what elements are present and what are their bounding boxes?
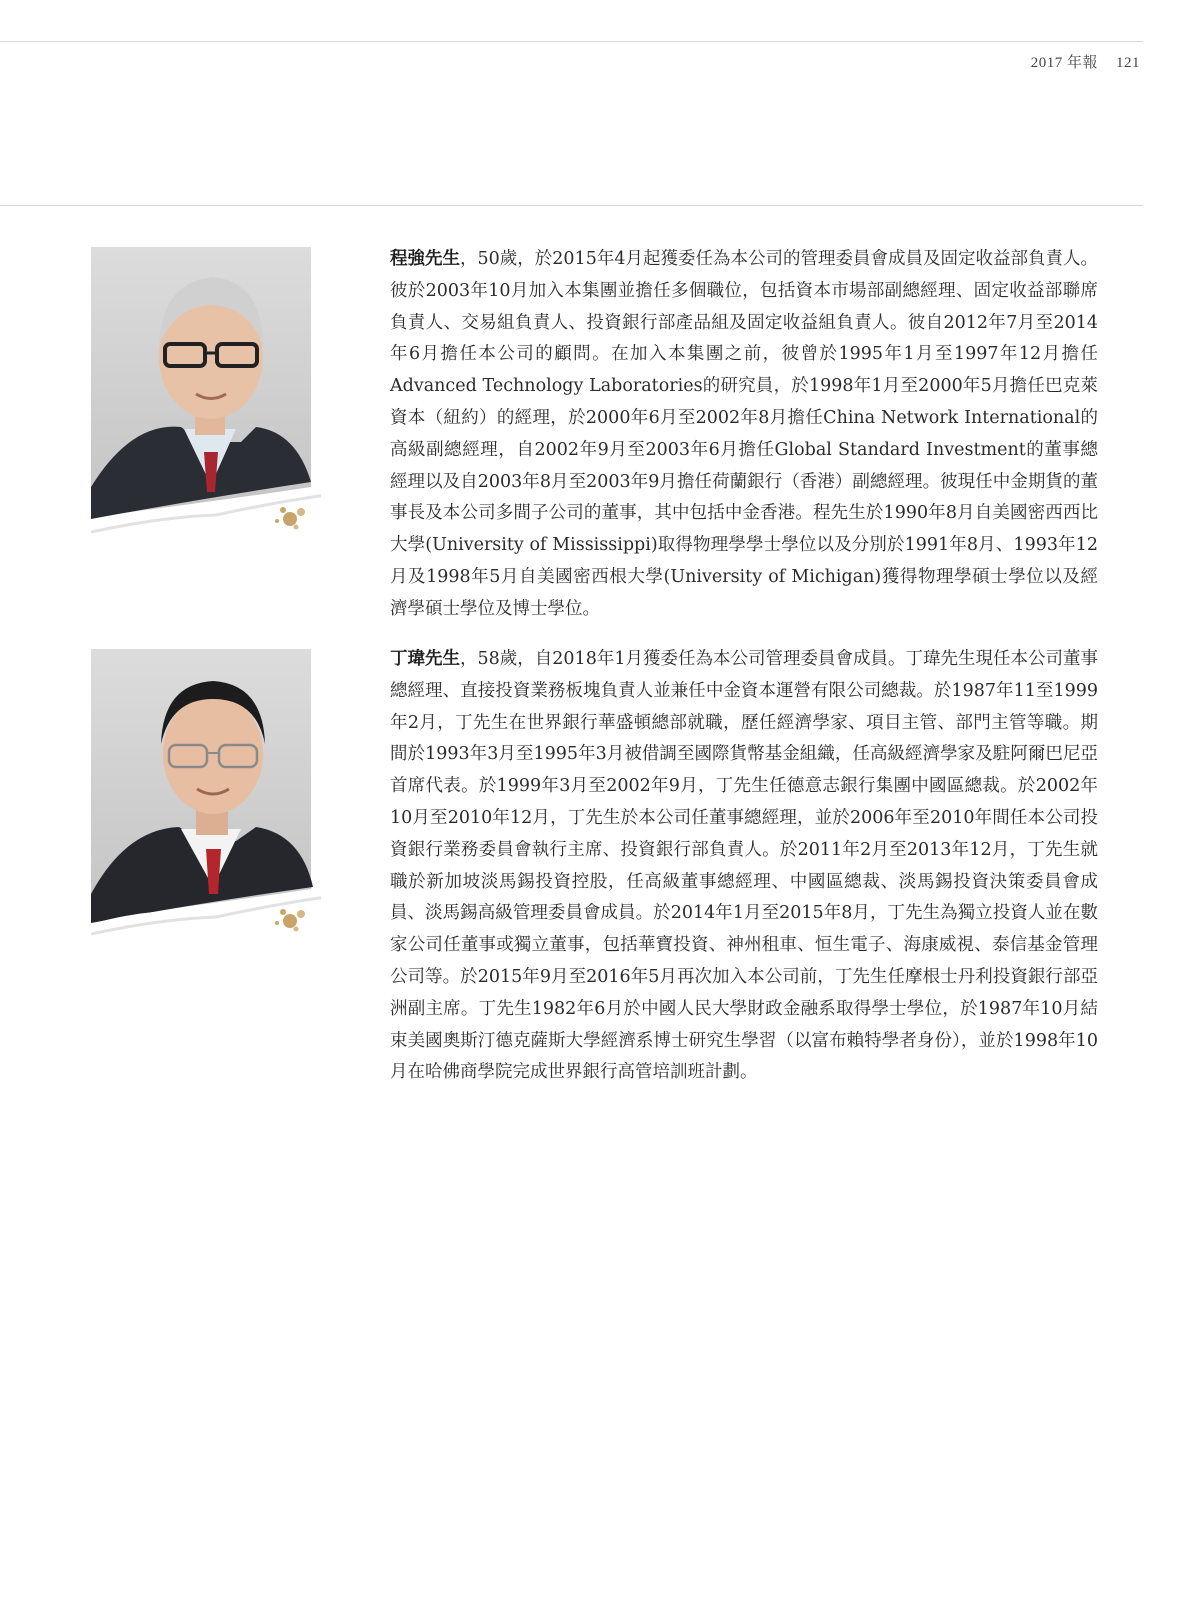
bio-paragraph-2 xyxy=(390,644,1098,1089)
page-header xyxy=(1031,51,1140,72)
portrait-photo-2 xyxy=(91,649,321,949)
top-rule xyxy=(0,41,1143,42)
person-name-2: 丁瑋先生 xyxy=(390,649,461,669)
section-rule xyxy=(0,205,1143,206)
page-number: 121 xyxy=(1116,55,1140,71)
bio-paragraph-1 xyxy=(390,244,1098,626)
person-name-1: 程強先生 xyxy=(390,249,461,269)
report-label: 2017 年報 xyxy=(1030,55,1098,71)
bio-text-2: ，58歲，自2018年1月獲委任為本公司管理委員會成員。丁瑋先生現任本公司董事總經理、直接投資業務板塊負責人並兼任中金資本運營有限公司總裁。於1987年11至1999年2月，丁先生在世界銀行華盛頓總部就職，歷任經濟學家、項目主管、部門主管等職。期間於1993年3月至1995年3月被借調至國際貨幣基金組織，任高級經濟學家及駐阿爾巴尼亞首席代表。於1999年3月至2002年9月，丁先生任德意志銀行集團中國區總裁。於2002年10月至2010年12月，丁先生於本公司任董事總經理，並於2006年至2010年間任本公司投資銀行業務委員會執行主席、投資銀行部負責人。於2011年2月至2013年12月，丁先生就職於新加坡淡馬錫投資控股，任高級董事總經理、中國區總裁、淡馬錫投資決策委員會成員、淡馬錫高級管理委員會成員。於2014年1月至2015年8月，丁先生為獨立投資人並在數家公司任董事或獨立董事，包括華寶投資、神州租車、恒生電子、海康威視、泰信基金管理公司等。於2015年9月至2016年5月再次加入本公司前，丁先生任摩根士丹利投資銀行部亞洲副主席。丁先生1982年6月於中國人民大學財政金融系取得學士學位，於1987年10月結束美國奧斯汀德克薩斯大學經濟系博士研究生學習（以富布賴特學者身份），並於1998年10月在哈佛商學院完成世界銀行高管培訓班計劃。 xyxy=(390,649,1099,1083)
portrait-photo-1 xyxy=(91,247,321,547)
bio-text-1: ，50歲，於2015年4月起獲委任為本公司的管理委員會成員及固定收益部負責人。彼於2003年10月加入本集團並擔任多個職位，包括資本市場部副總經理、固定收益部聯席負責人、交易組負責人、投資銀行部產品組及固定收益組負責人。彼自2012年7月至2014年6月擔任本公司的顧問。在加入本集團之前，彼曾於1995年1月至1997年12月擔任Advanced Technology Laboratories的研究員，於1998年1月至2000年5月擔任巴克萊資本（紐約）的經理，於2000年6月至2002年8月擔任China Network International的高級副總經理，自2002年9月至2003年6月擔任Global Standard Investment的董事總經理以及自2003年8月至2003年9月擔任荷蘭銀行（香港）副總經理。彼現任中金期貨的董事長及本公司多間子公司的董事，其中包括中金香港。程先生於1990年8月自美國密西西比大學(University of Mississippi)取得物理學學士學位以及分別於1991年8月、1993年12月及1998年5月自美國密西根大學(University of Michigan)獲得物理學碩士學位以及經濟學碩士學位及博士學位。 xyxy=(390,249,1099,619)
